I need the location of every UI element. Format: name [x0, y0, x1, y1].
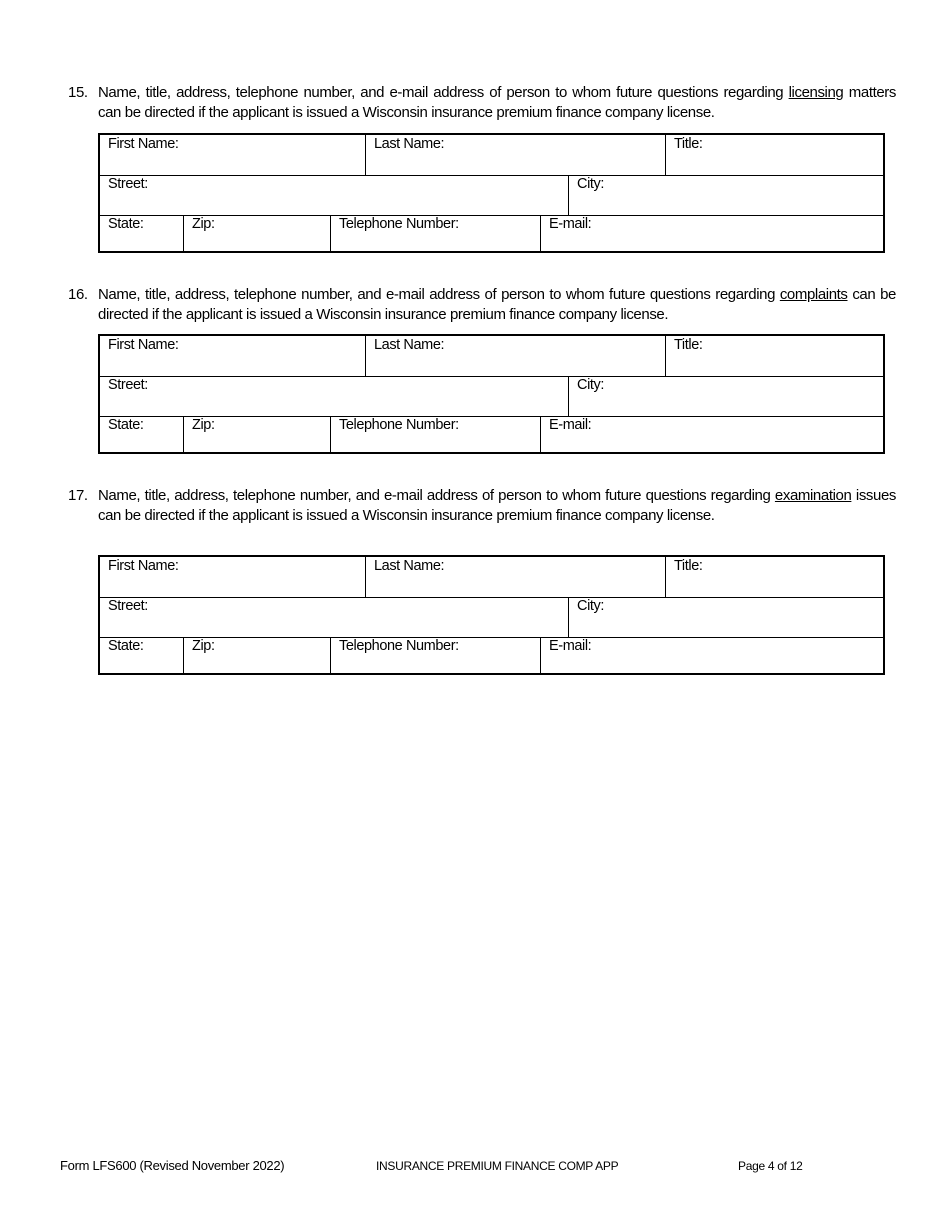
question-17-text	[68, 486, 896, 526]
contact-form-16	[98, 334, 885, 454]
field-label: Title:	[674, 337, 703, 353]
city-field[interactable]	[568, 175, 883, 215]
state-field[interactable]	[100, 637, 183, 675]
footer-form-id: Form LFS600 (Revised November 2022)	[60, 1158, 285, 1173]
first-name-field[interactable]	[100, 557, 365, 597]
question-emphasis: complaints	[779, 286, 848, 303]
telephone-field[interactable]	[330, 416, 540, 454]
title-field[interactable]	[665, 135, 883, 175]
field-label: State:	[108, 638, 144, 654]
field-label: First Name:	[108, 337, 179, 353]
question-16-text	[68, 285, 896, 325]
field-label: Street:	[108, 377, 148, 393]
field-label: Last Name:	[374, 337, 445, 353]
question-text: Name, title, address, telephone number, and e-mail address of person to whom future questions regarding	[98, 84, 789, 101]
street-field[interactable]	[100, 175, 568, 215]
telephone-field[interactable]	[330, 215, 540, 253]
city-field[interactable]	[568, 597, 883, 637]
state-field[interactable]	[100, 416, 183, 454]
field-label: Telephone Number:	[339, 638, 459, 654]
footer-page-number: Page 4 of 12	[738, 1159, 803, 1173]
zip-field[interactable]	[183, 215, 330, 253]
field-label: Street:	[108, 176, 148, 192]
question-15-text	[68, 83, 896, 123]
contact-form-17	[98, 555, 885, 675]
field-label: E-mail:	[549, 417, 592, 433]
field-label: Telephone Number:	[339, 417, 459, 433]
email-field[interactable]	[540, 637, 883, 675]
last-name-field[interactable]	[365, 336, 665, 376]
field-label: Street:	[108, 598, 148, 614]
field-label: Telephone Number:	[339, 216, 459, 232]
field-label: Zip:	[192, 417, 215, 433]
field-label: City:	[577, 176, 605, 192]
contact-form-15	[98, 133, 885, 253]
field-label: Title:	[674, 558, 703, 574]
question-number: 15.	[68, 84, 88, 101]
question-15-section	[68, 83, 896, 232]
question-text: matters can be directed if the applicant is issued a Wisconsin insurance premium finance company license.	[98, 84, 896, 121]
street-field[interactable]	[100, 376, 568, 416]
first-name-field[interactable]	[100, 336, 365, 376]
question-emphasis: licensing	[788, 84, 844, 101]
title-field[interactable]	[665, 557, 883, 597]
city-field[interactable]	[568, 376, 883, 416]
title-field[interactable]	[665, 336, 883, 376]
field-label: Zip:	[192, 638, 215, 654]
zip-field[interactable]	[183, 416, 330, 454]
field-label: First Name:	[108, 136, 179, 152]
field-label: First Name:	[108, 558, 179, 574]
field-label: Last Name:	[374, 136, 445, 152]
question-text: Name, title, address, telephone number, and e-mail address of person to whom future questions regarding	[98, 487, 775, 504]
state-field[interactable]	[100, 215, 183, 253]
question-number: 16.	[68, 286, 88, 303]
field-label: City:	[577, 377, 605, 393]
telephone-field[interactable]	[330, 637, 540, 675]
question-text: issues can be directed if the applicant is issued a Wisconsin insurance premium finance company license.	[98, 487, 896, 524]
first-name-field[interactable]	[100, 135, 365, 175]
email-field[interactable]	[540, 215, 883, 253]
question-17-section	[68, 486, 896, 654]
question-number: 17.	[68, 487, 88, 504]
field-label: State:	[108, 417, 144, 433]
field-label: State:	[108, 216, 144, 232]
question-emphasis: examination	[774, 487, 852, 504]
street-field[interactable]	[100, 597, 568, 637]
question-16-section	[68, 285, 896, 433]
field-label: Last Name:	[374, 558, 445, 574]
footer-doc-title: INSURANCE PREMIUM FINANCE COMP APP	[376, 1159, 619, 1173]
last-name-field[interactable]	[365, 557, 665, 597]
email-field[interactable]	[540, 416, 883, 454]
field-label: City:	[577, 598, 605, 614]
field-label: E-mail:	[549, 216, 592, 232]
field-label: Title:	[674, 136, 703, 152]
field-label: Zip:	[192, 216, 215, 232]
question-text: can be directed if the applicant is issued a Wisconsin insurance premium finance company license.	[98, 286, 896, 323]
last-name-field[interactable]	[365, 135, 665, 175]
field-label: E-mail:	[549, 638, 592, 654]
question-text: Name, title, address, telephone number, and e-mail address of person to whom future questions regarding	[98, 286, 780, 303]
zip-field[interactable]	[183, 637, 330, 675]
